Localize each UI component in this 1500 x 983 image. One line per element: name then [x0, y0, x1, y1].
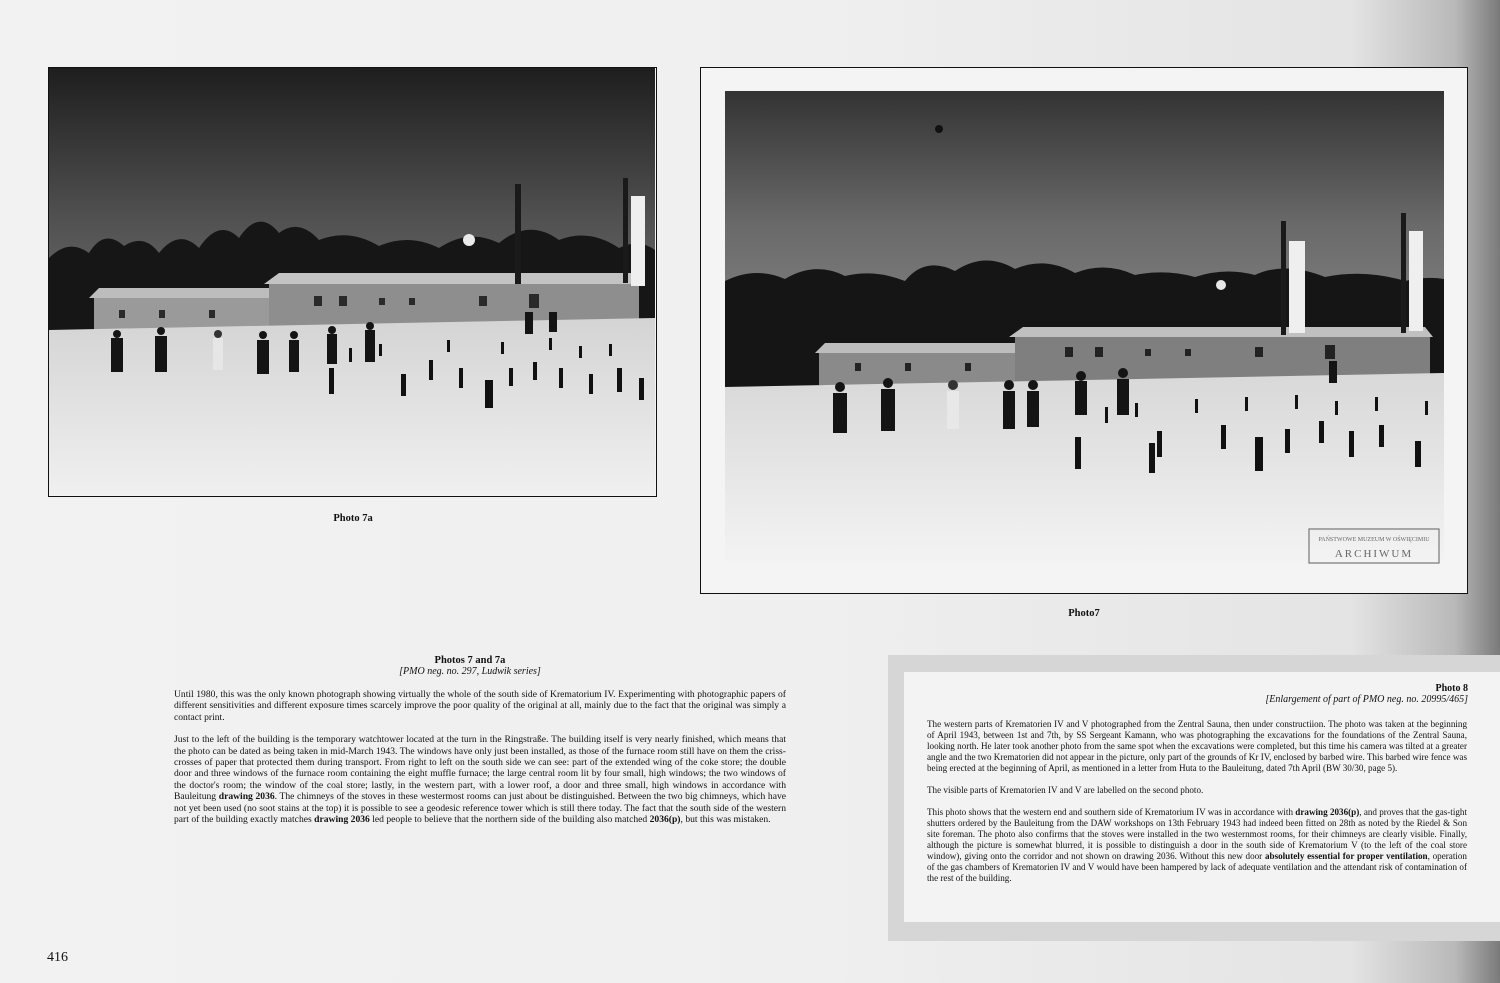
- ref-drawing-2036p: drawing 2036(p): [1295, 807, 1360, 817]
- photo-7a-image: [49, 68, 655, 495]
- left-article-paragraph-2: Just to the left of the building is the temporary watchtower located at the turn in the Ringstraße. The building itself is very nearly finished, which means that the photo can be dated as being taken in mid-March 1943. The windows have only just been installed, as those of the furnace room still have on them the criss-crosses of paper that protected them during transport. From right to left on the south side we can see: part of the extended wing of the coke store; the double door and three windows of the furnace room containing the eight muffle furnace; the large central room lit by four small, high windows; the two windows of the doctor's room; the window of the coal store; lastly, in the western part, with a lower roof, a door and three small, high windows in accordance with Bauleitung drawing 2036. The chimneys of the stoves in these westermost rooms can just about be distinguished. Between the two big chimneys, which have not yet been used (no soot stains at the top) it is possible to see a geodesic reference tower which is still there today. The fact that the south side of the western part of the building exactly matches drawing 2036 led people to believe that the northern side of the building also matched 2036(p), but this was mistaken.: [174, 734, 787, 826]
- emphasis-ventilation: absolutely essential for proper ventilation: [1264, 851, 1428, 861]
- left-article-heading: [320, 655, 620, 677]
- ref-drawing-2036: drawing 2036: [314, 814, 370, 826]
- left-article-subtitle: [PMO neg. no. 297, Ludwik series]: [399, 666, 541, 677]
- ref-drawing-2036: drawing 2036: [218, 791, 275, 803]
- ref-2036p: 2036(p): [649, 814, 681, 826]
- left-article-body: [174, 689, 786, 836]
- photo-7a-caption: Photo 7a: [333, 513, 373, 524]
- right-article-paragraph-2: The visible parts of Krematorien IV and V are labelled on the second photo.: [927, 785, 1204, 795]
- page-number: 416: [47, 950, 68, 965]
- right-article-heading: [1265, 683, 1468, 705]
- stamp-line-1: PAŃSTWOWE MUZEUM W OŚWIĘCIMIU: [1318, 537, 1430, 543]
- photo-7-frame: [700, 67, 1468, 594]
- right-article-body: [927, 719, 1467, 895]
- right-article-title: Photo 8: [1435, 683, 1468, 694]
- right-article-paragraph-3: This photo shows that the western end and southern side of Krematorium IV was in accordance with drawing 2036(p), and proves that the gas-tight shutters ordered by the Bauleitung from the DAW workshops on 13th February 1943 had indeed been fitted on 28th as noted by the Riedel & Son site foreman. The photo also confirms that the stoves were installed in the two westernmost rooms, for their chimneys are clearly visible. Finally, although the picture is somewhat blurred, it is possible to distinguish a door in the south side of Krematorium V (to the left of the coal store window), giving onto the corridor and not shown on drawing 2036. Without this new door absolutely essential for proper ventilation, operation of the gas chambers of Krematorien IV and V would have been hampered by lack of adequate ventilation and the attendant risk of contamination of the rest of the building.: [927, 807, 1467, 883]
- photo-7-caption: Photo7: [1068, 608, 1100, 619]
- photo-7-image: [725, 91, 1444, 569]
- right-article-subtitle: [Enlargement of part of PMO neg. no. 20995/465]: [1265, 694, 1468, 705]
- left-article-paragraph-1: Until 1980, this was the only known photograph showing virtually the whole of the south side of Krematorium IV. Experimenting with photographic papers of different sensitivities and different exposure times scarcely improve the poor quality of the original at all, mainly due to the fact that the original was simply a contact print.: [174, 689, 786, 723]
- left-article-title: Photos 7 and 7a: [434, 655, 506, 666]
- stamp-line-2: ARCHIWUM: [1334, 548, 1414, 560]
- photo-7a-frame: [48, 67, 657, 497]
- right-article-paragraph-1: The western parts of Krematorien IV and V photographed from the Zentral Sauna, then under constructiion. The photo was taken at the beginning of April 1943, between 1st and 7th, by SS Sergeant Kamann, who was photographing the excavations for the foundations of the Zentral Sauna, looking north. He later took another photo from the same spot when the excavations were completed, but this time his camera was tilted at a greater angle and the two Krematorien did not appear in the picture, only part of the grounds of Kr IV, enclosed by barbed wire. This barbed wire fence was being erected at the beginning of April, as mentioned in a letter from Huta to the Bauleitung, dated 7th April (BW 30/30, page 5).: [927, 719, 1467, 773]
